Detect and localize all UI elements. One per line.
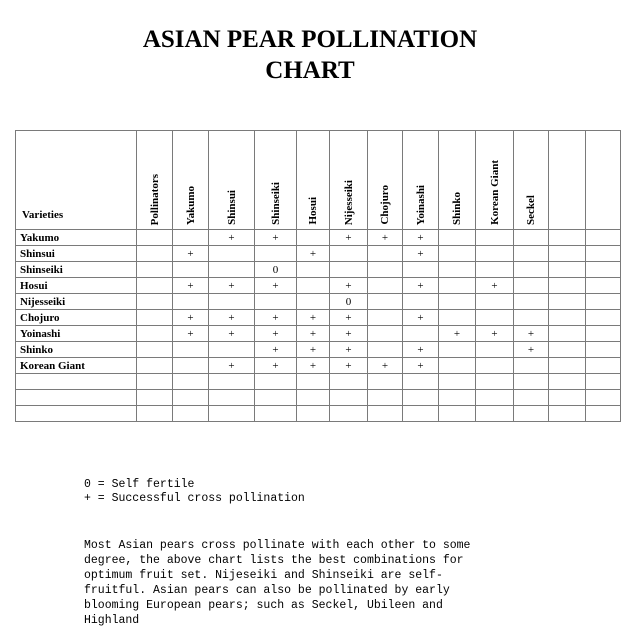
table-cell	[403, 326, 439, 342]
column-header	[586, 131, 621, 230]
table-row	[16, 230, 621, 246]
table-cell	[586, 294, 621, 310]
table-cell	[476, 390, 514, 406]
table-cell	[255, 294, 297, 310]
table-cell	[173, 374, 209, 390]
table-row	[16, 310, 621, 326]
table-cell	[439, 342, 476, 358]
page-title	[0, 24, 620, 86]
table-cell: +	[173, 246, 209, 262]
table-cell: +	[297, 358, 330, 374]
title-line-2: CHART	[265, 57, 355, 84]
table-cell	[173, 230, 209, 246]
table-cell	[586, 358, 621, 374]
column-header-label: Yakumo	[184, 185, 197, 225]
table-cell	[514, 390, 549, 406]
note-paragraph	[84, 538, 544, 628]
table-cell: +	[330, 278, 368, 294]
table-cell	[403, 374, 439, 390]
row-variety-name: Hosui	[16, 278, 137, 294]
table-cell	[255, 246, 297, 262]
table-cell	[368, 310, 403, 326]
table-cell	[439, 278, 476, 294]
table-cell	[137, 294, 173, 310]
table-row	[16, 294, 621, 310]
table-cell	[586, 342, 621, 358]
table-cell	[514, 262, 549, 278]
table-cell	[137, 230, 173, 246]
table-cell	[476, 406, 514, 422]
table-row	[16, 342, 621, 358]
table-cell	[137, 358, 173, 374]
table-cell	[586, 278, 621, 294]
table-cell	[368, 278, 403, 294]
table-cell	[137, 246, 173, 262]
column-header	[209, 131, 255, 230]
column-header	[255, 131, 297, 230]
table-cell	[297, 278, 330, 294]
table-cell	[476, 310, 514, 326]
table-cell	[209, 374, 255, 390]
table-cell	[586, 262, 621, 278]
table-cell	[586, 310, 621, 326]
table-cell: +	[297, 310, 330, 326]
column-header-label: Pollinators	[148, 173, 161, 225]
table-cell: +	[330, 230, 368, 246]
table-cell	[137, 326, 173, 342]
table-cell	[514, 406, 549, 422]
table-cell: +	[330, 358, 368, 374]
table-cell	[476, 342, 514, 358]
column-header	[173, 131, 209, 230]
table-cell	[549, 246, 586, 262]
table-cell	[476, 262, 514, 278]
header-row	[16, 131, 621, 230]
table-row	[16, 262, 621, 278]
column-header-label: Hosui	[307, 197, 319, 225]
table-cell: +	[476, 326, 514, 342]
row-variety-name: Yoinashi	[16, 326, 137, 342]
table-cell	[586, 246, 621, 262]
table-cell	[255, 406, 297, 422]
table-cell	[330, 246, 368, 262]
table-cell	[403, 406, 439, 422]
column-header-label: Shinseiki	[269, 182, 282, 225]
table-cell: +	[439, 326, 476, 342]
table-row	[16, 374, 621, 390]
column-header	[476, 131, 514, 230]
table-cell	[173, 406, 209, 422]
row-variety-name: Shinseiki	[16, 262, 137, 278]
legend-cross-pollination: + = Successful cross pollination	[84, 492, 305, 505]
table-cell	[586, 390, 621, 406]
table-cell	[297, 294, 330, 310]
table-cell	[549, 390, 586, 406]
table-cell: +	[209, 230, 255, 246]
table-cell: +	[403, 310, 439, 326]
table-cell	[586, 374, 621, 390]
column-header	[549, 131, 586, 230]
table-cell: +	[330, 342, 368, 358]
table-cell	[137, 310, 173, 326]
table-cell	[514, 230, 549, 246]
row-variety-name: Shinko	[16, 342, 137, 358]
table-cell	[439, 310, 476, 326]
table-cell	[549, 262, 586, 278]
table-cell: +	[209, 310, 255, 326]
table-cell: +	[368, 230, 403, 246]
table-cell	[586, 326, 621, 342]
table-cell: +	[297, 326, 330, 342]
table-cell	[368, 294, 403, 310]
table-cell: +	[255, 310, 297, 326]
table-cell	[137, 406, 173, 422]
column-header-label: Seckel	[525, 195, 537, 225]
column-header-label: Shinko	[451, 191, 463, 225]
table-cell: +	[514, 342, 549, 358]
table-cell	[439, 390, 476, 406]
table-cell	[514, 294, 549, 310]
table-cell	[549, 294, 586, 310]
note-line: Highland	[84, 614, 140, 627]
table-cell	[439, 358, 476, 374]
table-cell	[439, 406, 476, 422]
row-variety-name	[16, 406, 137, 422]
table-cell: +	[255, 278, 297, 294]
table-cell: +	[403, 230, 439, 246]
table-cell	[255, 374, 297, 390]
column-header	[330, 131, 368, 230]
table-cell: +	[403, 342, 439, 358]
varieties-label: Varieties	[22, 209, 64, 221]
column-header	[368, 131, 403, 230]
table-cell	[368, 262, 403, 278]
table-cell	[403, 294, 439, 310]
table-cell: +	[330, 326, 368, 342]
table-cell	[368, 326, 403, 342]
column-header	[514, 131, 549, 230]
table-cell	[403, 390, 439, 406]
column-header	[297, 131, 330, 230]
table-cell	[586, 406, 621, 422]
table-cell	[514, 278, 549, 294]
table-cell: +	[297, 246, 330, 262]
column-header-label: Chojuro	[379, 185, 391, 225]
table-cell	[255, 390, 297, 406]
table-cell: +	[255, 358, 297, 374]
table-cell	[514, 358, 549, 374]
table-cell	[209, 390, 255, 406]
table-cell	[137, 262, 173, 278]
table-cell: +	[209, 358, 255, 374]
legend-self-fertile: 0 = Self fertile	[84, 478, 195, 491]
column-header-label: Shinsui	[225, 190, 238, 225]
table-cell	[549, 342, 586, 358]
table-cell: +	[255, 342, 297, 358]
table-cell	[514, 310, 549, 326]
title-line-1: ASIAN PEAR POLLINATION	[142, 26, 478, 53]
table-cell	[137, 390, 173, 406]
table-cell: +	[368, 358, 403, 374]
table-cell	[514, 246, 549, 262]
column-header-label: Korean Giant	[488, 160, 501, 225]
table-cell	[330, 262, 368, 278]
row-variety-name: Yakumo	[16, 230, 137, 246]
table-row	[16, 278, 621, 294]
table-cell	[330, 406, 368, 422]
table-cell	[476, 358, 514, 374]
pollination-table	[15, 130, 621, 422]
table-cell	[137, 374, 173, 390]
table-cell	[549, 230, 586, 246]
table-cell	[549, 310, 586, 326]
table-row	[16, 246, 621, 262]
table-cell	[368, 406, 403, 422]
column-header	[439, 131, 476, 230]
table-cell	[297, 230, 330, 246]
note-line: degree, the above chart lists the best combinations for	[84, 554, 464, 567]
table-cell	[403, 262, 439, 278]
table-cell	[173, 390, 209, 406]
table-row	[16, 358, 621, 374]
table-cell: 0	[330, 294, 368, 310]
table-cell: +	[403, 246, 439, 262]
table-cell: +	[297, 342, 330, 358]
table-cell	[173, 358, 209, 374]
column-header	[137, 131, 173, 230]
table-cell: +	[255, 230, 297, 246]
table-cell	[439, 374, 476, 390]
table-row	[16, 390, 621, 406]
table-cell	[137, 278, 173, 294]
table-cell: +	[330, 310, 368, 326]
row-variety-name: Korean Giant	[16, 358, 137, 374]
table-cell	[209, 294, 255, 310]
row-variety-name	[16, 374, 137, 390]
table-cell: +	[173, 310, 209, 326]
table-cell: 0	[255, 262, 297, 278]
table-cell	[549, 374, 586, 390]
table-cell	[368, 342, 403, 358]
table-row	[16, 326, 621, 342]
table-cell	[439, 230, 476, 246]
table-cell	[368, 390, 403, 406]
table-cell: +	[403, 278, 439, 294]
table-cell	[297, 262, 330, 278]
table-cell: +	[403, 358, 439, 374]
table-cell	[297, 374, 330, 390]
table-cell	[549, 406, 586, 422]
table-cell	[514, 374, 549, 390]
row-variety-name: Shinsui	[16, 246, 137, 262]
table-cell: +	[514, 326, 549, 342]
table-cell: +	[209, 278, 255, 294]
table-cell	[549, 326, 586, 342]
table-cell	[209, 406, 255, 422]
table-cell	[137, 342, 173, 358]
varieties-header	[16, 131, 137, 230]
table-cell	[209, 246, 255, 262]
column-header-label: Nijesseiki	[342, 179, 355, 225]
table-cell	[476, 246, 514, 262]
table-cell	[549, 278, 586, 294]
table-cell	[209, 262, 255, 278]
note-line: Most Asian pears cross pollinate with each other to some	[84, 539, 471, 552]
table-cell	[173, 294, 209, 310]
table-cell	[209, 342, 255, 358]
table-cell: +	[173, 326, 209, 342]
table-cell	[549, 358, 586, 374]
note-line: fruitful. Asian pears can also be pollinated by early	[84, 584, 450, 597]
table-cell	[173, 262, 209, 278]
table-cell	[476, 294, 514, 310]
table-cell: +	[476, 278, 514, 294]
table-cell: +	[255, 326, 297, 342]
table-cell	[439, 294, 476, 310]
table-cell	[330, 390, 368, 406]
table-cell	[330, 374, 368, 390]
row-variety-name	[16, 390, 137, 406]
table-cell	[297, 406, 330, 422]
table-cell	[476, 374, 514, 390]
note-line: optimum fruit set. Nijeseiki and Shinseiki are self-	[84, 569, 443, 582]
column-header-label: Yoinashi	[414, 184, 427, 225]
table-cell: +	[209, 326, 255, 342]
table-cell	[439, 262, 476, 278]
table-cell	[586, 230, 621, 246]
table-cell	[439, 246, 476, 262]
row-variety-name: Nijesseiki	[16, 294, 137, 310]
table-body	[16, 230, 621, 422]
table-cell	[173, 342, 209, 358]
column-header	[403, 131, 439, 230]
note-line: blooming European pears; such as Seckel, Ubileen and	[84, 599, 443, 612]
legend	[84, 478, 305, 506]
table-cell	[368, 246, 403, 262]
row-variety-name: Chojuro	[16, 310, 137, 326]
table-cell	[368, 374, 403, 390]
table-row	[16, 406, 621, 422]
table-cell: +	[173, 278, 209, 294]
table-cell	[297, 390, 330, 406]
table-cell	[476, 230, 514, 246]
